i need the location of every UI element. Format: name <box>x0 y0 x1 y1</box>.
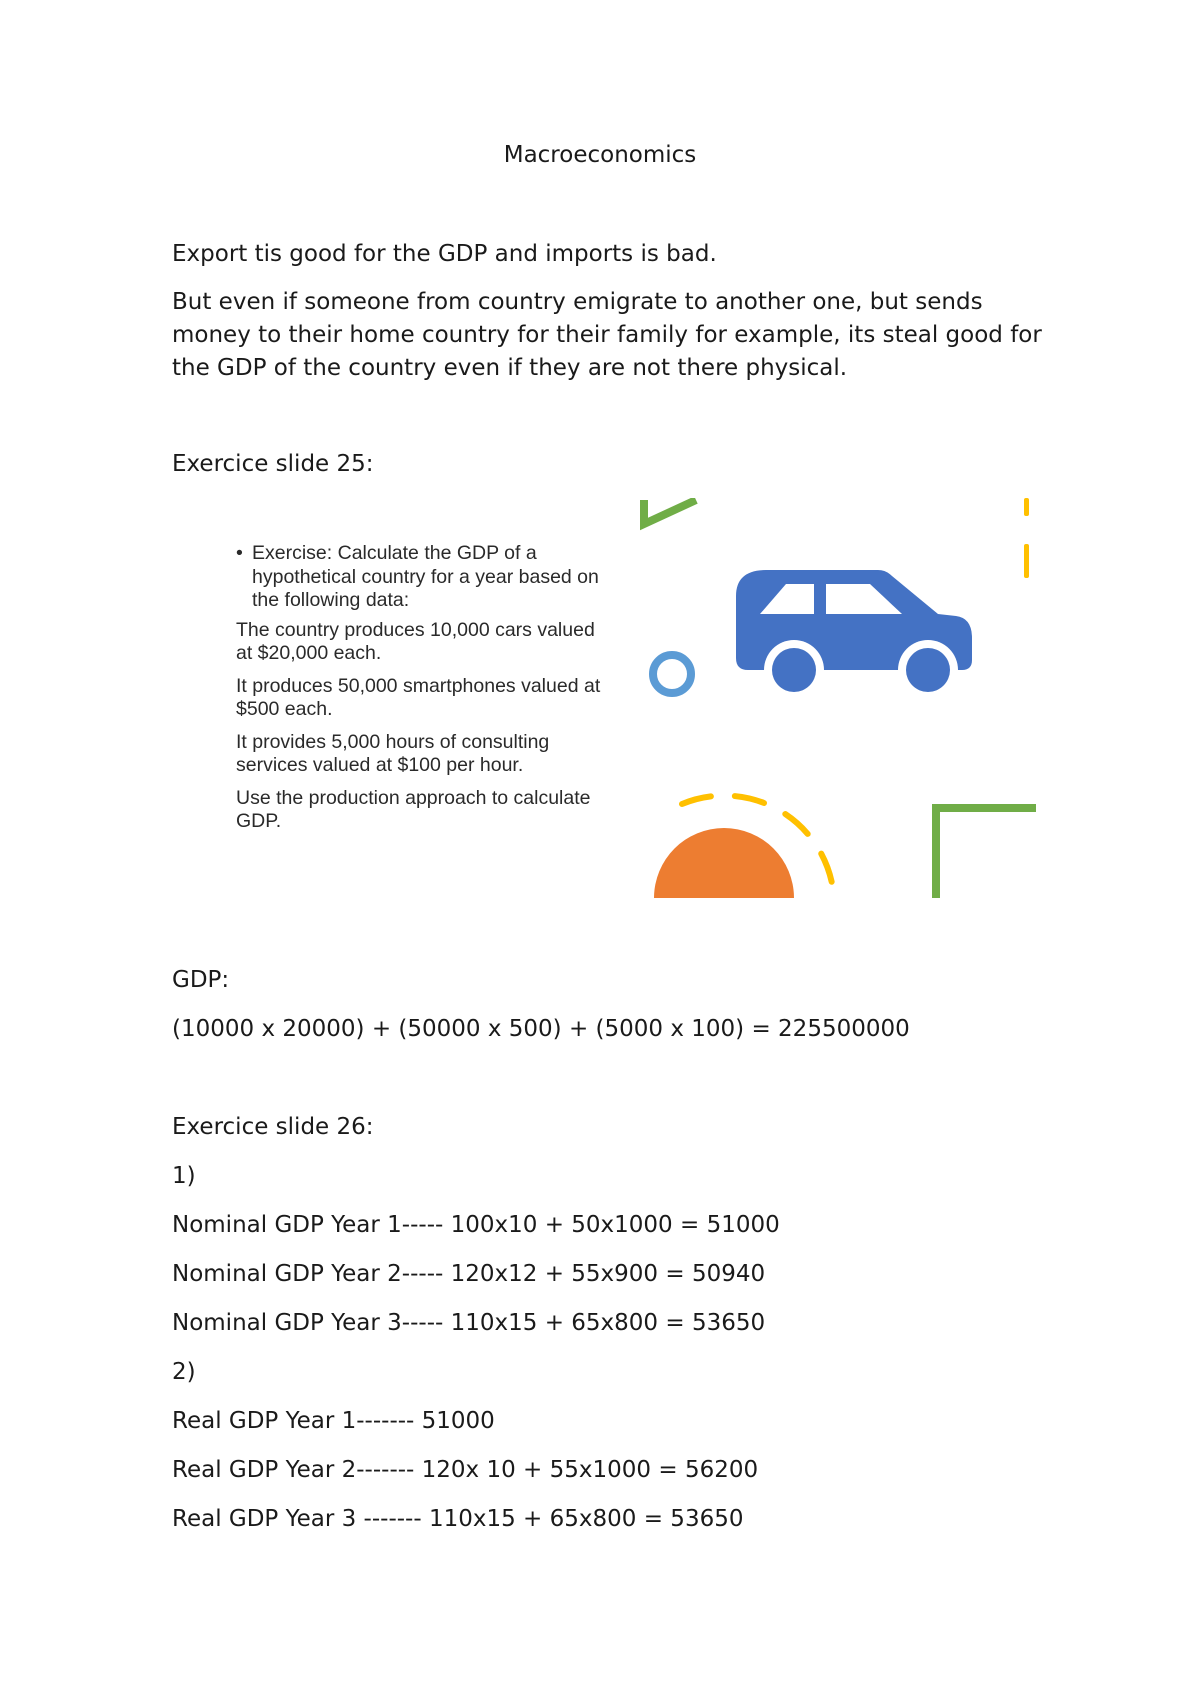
nominal-gdp-year-2: Nominal GDP Year 2----- 120x12 + 55x900 = 50940 <box>172 1261 766 1287</box>
slide-item: It provides 5,000 hours of consulting services valued at $100 per hour. <box>236 730 550 776</box>
sun-icon <box>654 796 834 898</box>
corner-bracket-icon <box>936 808 1036 898</box>
intro-paragraph: But even if someone from country emigrate to another one, but sends money to their home country for their family for example, its steal good for the GDP of the country even if they are not there physical. <box>172 289 1042 381</box>
nominal-gdp-year-1: Nominal GDP Year 1----- 100x10 + 50x1000 = 51000 <box>172 1212 780 1238</box>
slide-image <box>236 498 1036 898</box>
yellow-dash-icon <box>1024 498 1029 578</box>
intro-line: Export tis good for the GDP and imports is bad. <box>172 241 717 267</box>
nominal-gdp-year-3: Nominal GDP Year 3----- 110x15 + 65x800 = 53650 <box>172 1310 766 1336</box>
slide-item: The country produces 10,000 cars valued at $20,000 each. <box>236 618 595 664</box>
gdp-formula: (10000 x 20000) + (50000 x 500) + (5000 x 100) = 225500000 <box>172 1016 910 1042</box>
real-gdp-year-1: Real GDP Year 1------- 51000 <box>172 1408 495 1434</box>
part-2-label: 2) <box>172 1359 196 1385</box>
slide-item: Use the production approach to calculate GDP. <box>236 786 591 832</box>
part-1-label: 1) <box>172 1163 196 1189</box>
car-icon <box>736 570 972 700</box>
slide-bullet <box>236 542 606 613</box>
real-gdp-year-2: Real GDP Year 2------- 120x 10 + 55x1000 = 56200 <box>172 1457 759 1483</box>
circle-icon <box>653 655 691 693</box>
checkmark-icon <box>644 500 696 524</box>
slide-item: It produces 50,000 smartphones valued at $500 each. <box>236 674 601 720</box>
exercise-26-heading: Exercice slide 26: <box>172 1114 374 1140</box>
slide-illustration <box>638 498 1036 898</box>
bullet-dot: • <box>236 542 243 564</box>
real-gdp-year-3: Real GDP Year 3 ------- 110x15 + 65x800 = 53650 <box>172 1506 744 1532</box>
exercise-25-heading: Exercice slide 25: <box>172 451 374 477</box>
slide-bullet-text: Exercise: Calculate the GDP of a hypothetical country for a year based on the following data: <box>252 542 599 611</box>
document-title: Macroeconomics <box>503 142 697 168</box>
gdp-label: GDP: <box>172 967 230 993</box>
slide-text <box>236 542 606 843</box>
